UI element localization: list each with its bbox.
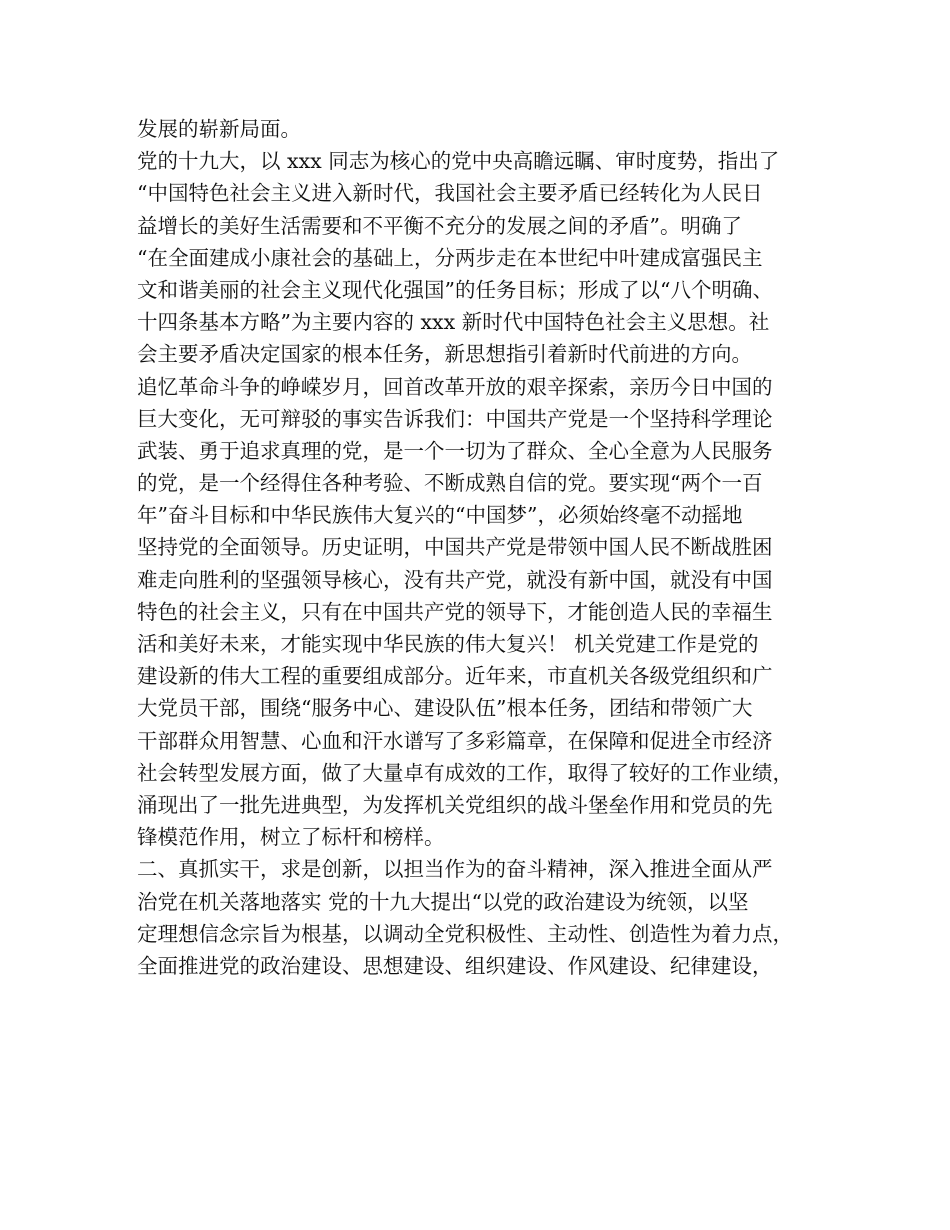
- text-line: 文和谐美丽的社会主义现代化强国”的任务目标；形成了以“八个明确、: [137, 277, 773, 302]
- text-line: 二、真抓实干，求是创新，以担当作为的奋斗精神，深入推进全面从严: [137, 857, 773, 882]
- text-line: 大党员干部，围绕“服务中心、建设队伍”根本任务，团结和带领广大: [137, 696, 753, 721]
- text-line: 涌现出了一批先进典型，为发挥机关党组织的战斗堡垒作用和党员的先: [137, 792, 773, 817]
- text-line: 益增长的美好生活需要和不平衡不充分的发展之间的矛盾”。明确了: [137, 213, 742, 238]
- text-line: 武装、勇于追求真理的党，是一个一切为了群众、全心全意为人民服务: [137, 438, 773, 463]
- text-line: 锋模范作用，树立了标杆和榜样。: [137, 825, 445, 850]
- text-line: “中国特色社会主义进入新时代，我国社会主要矛盾已经转化为人民日: [137, 181, 763, 206]
- text-line: 难走向胜利的坚强领导核心，没有共产党，就没有新中国，就没有中国: [137, 567, 773, 592]
- text-line: 建设新的伟大工程的重要组成部分。近年来，市直机关各级党组织和广: [137, 664, 773, 689]
- text-line: 特色的社会主义，只有在中国共产党的领导下，才能创造人民的幸福生: [137, 599, 773, 624]
- text-line: 干部群众用智慧、心血和汗水谱写了多彩篇章，在保障和促进全市经济: [137, 728, 773, 753]
- text-line: 发展的崭新局面。: [137, 117, 301, 141]
- text-line: 活和美好未来，才能实现中华民族的伟大复兴！ 机关党建工作是党的: [137, 632, 759, 656]
- text-line: 治党在机关落地落实 党的十九大提出“以党的政治建设为统领，以坚: [137, 889, 749, 914]
- text-line: 的党，是一个经得住各种考验、不断成熟自信的党。要实现“两个一百: [137, 471, 763, 496]
- text-line: 十四条基本方略”为主要内容的 xxx 新时代中国特色社会主义思想。社: [137, 310, 770, 335]
- text-line: 追忆革命斗争的峥嵘岁月，回首改革开放的艰辛探索，亲历今日中国的: [137, 374, 773, 399]
- text-line: 全面推进党的政治建设、思想建设、组织建设、作风建设、纪律建设，: [137, 953, 773, 978]
- text-line: 坚持党的全面领导。历史证明，中国共产党是带领中国人民不断战胜困: [137, 535, 773, 560]
- text-line: “在全面建成小康社会的基础上，分两步走在本世纪中叶建成富强民主: [137, 245, 763, 270]
- text-line: 巨大变化，无可辩驳的事实告诉我们：中国共产党是一个坚持科学理论: [137, 406, 773, 431]
- text-line: 会主要矛盾决定国家的根本任务，新思想指引着新时代前进的方向。: [137, 342, 752, 367]
- text-line: 社会转型发展方面，做了大量卓有成效的工作，取得了较好的工作业绩，: [137, 760, 793, 785]
- text-line: 定理想信念宗旨为根基，以调动全党积极性、主动性、创造性为着力点，: [137, 921, 793, 946]
- text-line: 年”奋斗目标和中华民族伟大复兴的“中国梦”，必须始终毫不动摇地: [137, 503, 743, 528]
- text-line: 党的十九大，以 xxx 同志为核心的党中央高瞻远瞩、审时度势，指出了: [137, 149, 780, 174]
- body-text: [137, 113, 837, 982]
